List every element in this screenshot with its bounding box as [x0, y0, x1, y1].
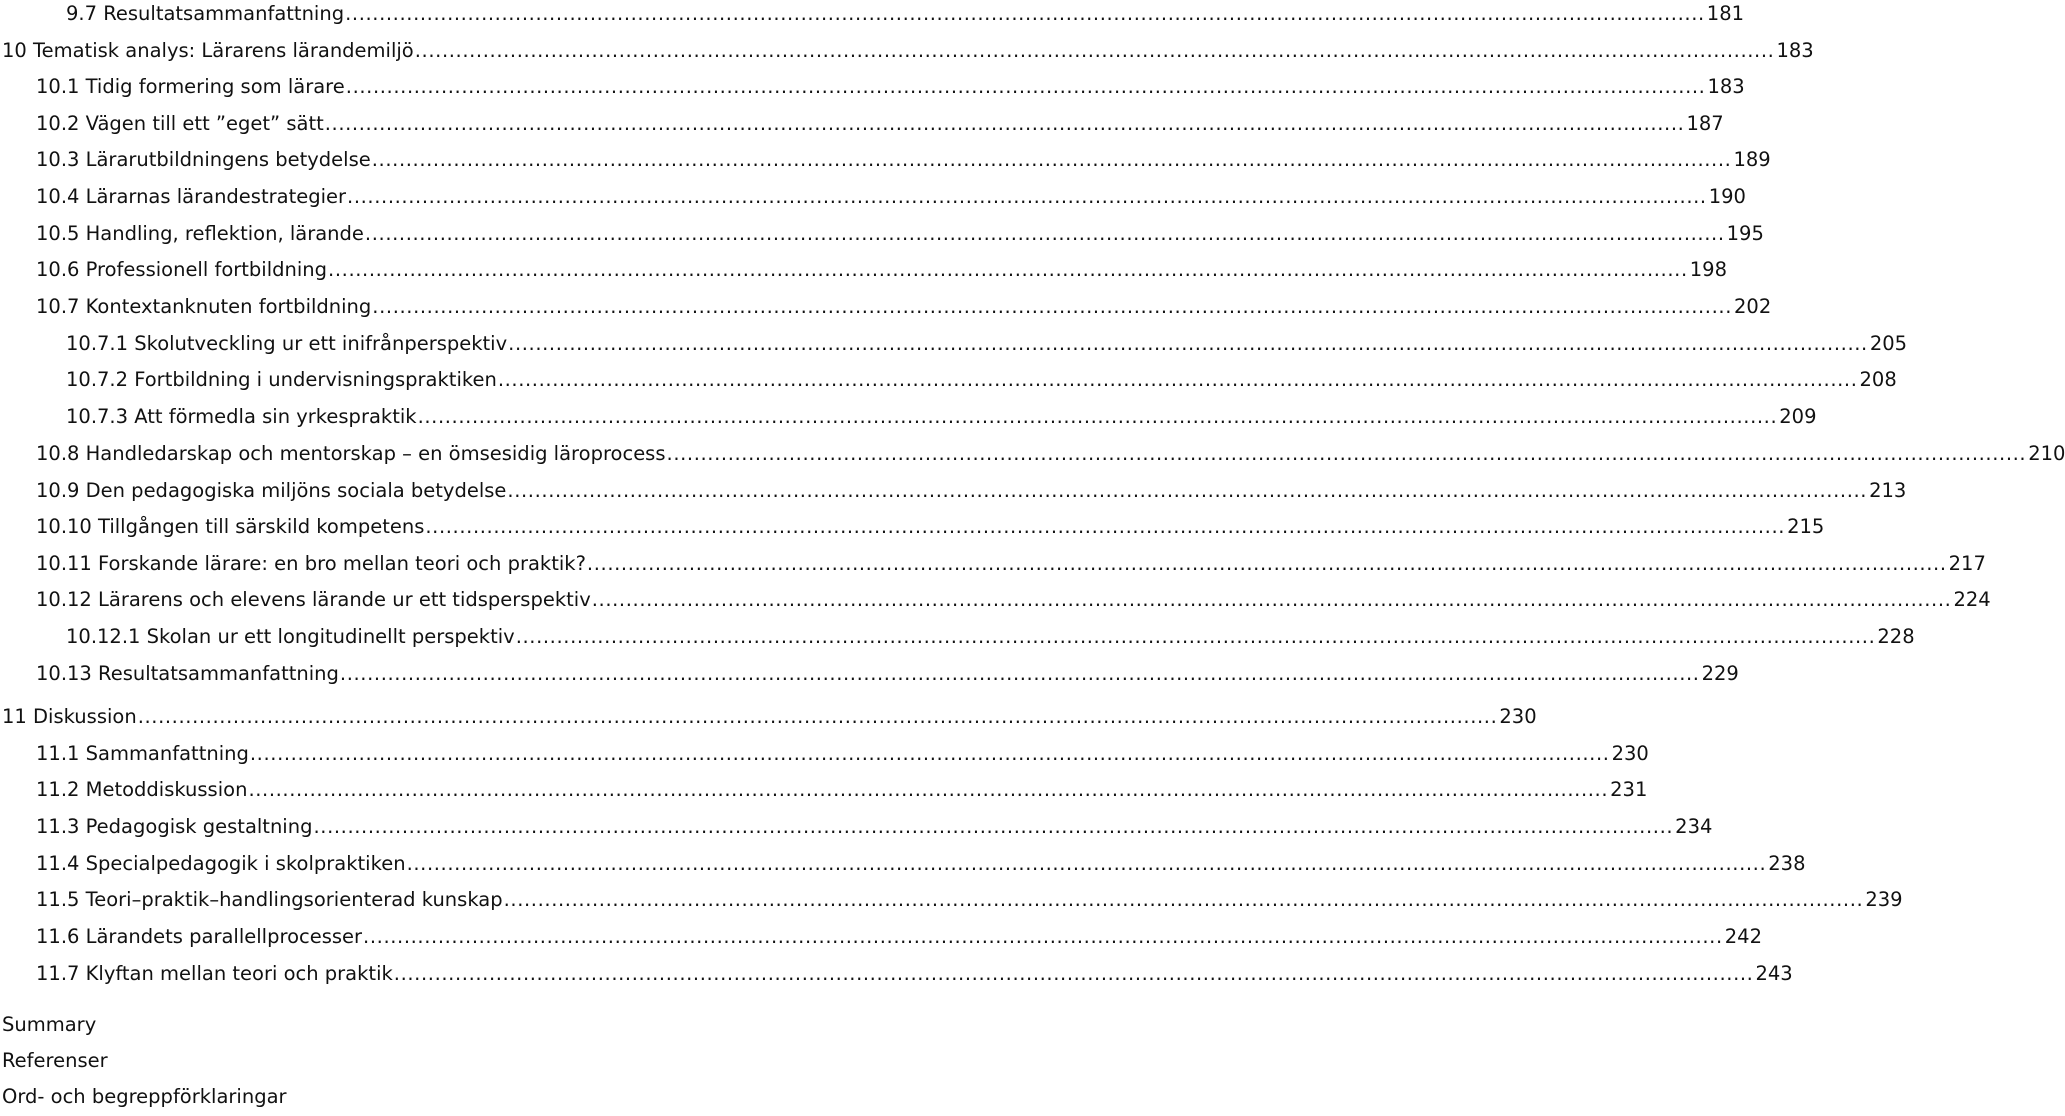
dot-leader: ........................................................................................................................................................................................................ [406, 852, 1767, 875]
toc-entry-page-number: 238 [1768, 852, 1806, 875]
toc-entry-title: 10.11 Forskande lärare: en bro mellan teori och praktik? [36, 552, 586, 575]
toc-entry-page-number: 209 [1779, 405, 1817, 428]
toc-entry-page-number: 217 [1948, 552, 1986, 575]
dot-leader: ........................................................................................................................................................................................................ [515, 625, 1876, 648]
toc-entry-page-number: 234 [1675, 815, 1713, 838]
toc-entry-title: 10.5 Handling, reflektion, lärande [36, 222, 364, 245]
toc-entry[interactable] [36, 661, 1739, 687]
dot-leader: ........................................................................................................................................................................................................ [137, 705, 1498, 728]
toc-entry[interactable] [36, 924, 1762, 950]
toc-entry-page-number: 181 [1706, 2, 1745, 25]
toc-entry-title: 10.4 Lärarnas lärandestrategier [36, 185, 347, 208]
toc-entry[interactable] [2, 704, 1537, 730]
toc-entry-page-number: 229 [1701, 662, 1739, 685]
toc-entry-title: 10.1 Tidig formering som lärare [36, 75, 345, 98]
toc-entry-title: 11.4 Specialpedagogik i skolpraktiken [36, 852, 406, 875]
toc-entry-title: 11.1 Sammanfattning [36, 742, 249, 765]
back-matter-item[interactable]: Summary [2, 1013, 97, 1036]
toc-entry[interactable] [36, 74, 1745, 100]
toc-entry-page-number: 198 [1689, 258, 1727, 281]
toc-entry[interactable] [66, 1, 1745, 27]
toc-entry-title: 10.3 Lärarutbildningens betydelse [36, 148, 371, 171]
dot-leader: ........................................................................................................................................................................................................ [393, 962, 1754, 985]
dot-leader: ........................................................................................................................................................................................................ [417, 405, 1778, 428]
toc-entry-page-number: 215 [1787, 515, 1825, 538]
toc-entry[interactable] [36, 741, 1649, 767]
toc-entry[interactable] [36, 777, 1648, 803]
toc-entry-page-number: 213 [1869, 479, 1907, 502]
toc-entry-title: 10.6 Professionell fortbildning [36, 258, 328, 281]
dot-leader: ........................................................................................................................................................................................................ [425, 515, 1786, 538]
toc-entry-title: 10.8 Handledarskap och mentorskap – en ömsesidig läroprocess [36, 442, 666, 465]
toc-entry-title: 10.12 Lärarens och elevens lärande ur ett tidsperspektiv [36, 588, 591, 611]
back-matter-item[interactable]: Ord- och begreppförklaringar [2, 1085, 287, 1108]
toc-entry[interactable] [36, 551, 1986, 577]
toc-entry-title: 11.2 Metoddiskussion [36, 778, 248, 801]
dot-leader: ........................................................................................................................................................................................................ [591, 588, 1952, 611]
toc-entry[interactable] [2, 38, 1814, 64]
dot-leader: ........................................................................................................................................................................................................ [345, 75, 1706, 98]
toc-entry-page-number: 183 [1776, 39, 1814, 62]
toc-entry-page-number: 242 [1724, 925, 1762, 948]
toc-entry[interactable] [66, 331, 1908, 357]
toc-entry-page-number: 189 [1733, 148, 1771, 171]
toc-entry-title: 10.13 Resultatsammanfattning [36, 662, 339, 685]
toc-entry-page-number: 195 [1726, 222, 1764, 245]
dot-leader: ........................................................................................................................................................................................................ [586, 552, 1947, 575]
toc-entry[interactable] [36, 257, 1727, 283]
dot-leader: ........................................................................................................................................................................................................ [508, 332, 1868, 355]
dot-leader: ........................................................................................................................................................................................................ [364, 222, 1725, 245]
toc-entry[interactable] [66, 367, 1897, 393]
toc-entry[interactable] [36, 478, 1907, 504]
toc-entry[interactable] [36, 514, 1825, 540]
dot-leader: ........................................................................................................................................................................................................ [666, 442, 2027, 465]
toc-entry-page-number: 231 [1610, 778, 1648, 801]
dot-leader: ........................................................................................................................................................................................................ [497, 368, 1858, 391]
toc-entry-page-number: 205 [1869, 332, 1908, 355]
dot-leader: ........................................................................................................................................................................................................ [249, 742, 1610, 765]
dot-leader: ........................................................................................................................................................................................................ [339, 662, 1700, 685]
dot-leader: ........................................................................................................................................................................................................ [363, 925, 1723, 948]
dot-leader: ........................................................................................................................................................................................................ [324, 112, 1685, 135]
toc-entry-title: 10.7.3 Att förmedla sin yrkespraktik [66, 405, 417, 428]
toc-entry-page-number: 202 [1734, 295, 1772, 318]
toc-entry[interactable] [36, 221, 1764, 247]
dot-leader: ........................................................................................................................................................................................................ [371, 148, 1732, 171]
dot-leader: ........................................................................................................................................................................................................ [248, 778, 1609, 801]
toc-entry-title: 11.6 Lärandets parallellprocesser [36, 925, 363, 948]
toc-entry[interactable] [36, 184, 1746, 210]
toc-entry-title: 10.9 Den pedagogiska miljöns sociala betydelse [36, 479, 507, 502]
back-matter-item[interactable]: Referenser [2, 1049, 108, 1072]
toc-entry-title: 10.7.1 Skolutveckling ur ett inifrånperspektiv [66, 332, 508, 355]
toc-entry-page-number: 190 [1708, 185, 1746, 208]
toc-entry[interactable] [66, 624, 1915, 650]
toc-entry-title: 10.10 Tillgången till särskild kompetens [36, 515, 425, 538]
toc-entry-page-number: 243 [1755, 962, 1793, 985]
toc-entry[interactable] [36, 441, 2065, 467]
toc-entry-page-number: 224 [1953, 588, 1991, 611]
toc-entry-page-number: 228 [1877, 625, 1915, 648]
toc-entry-title: 11 Diskussion [2, 705, 137, 728]
toc-entry-page-number: 210 [2028, 442, 2065, 465]
toc-entry[interactable] [36, 887, 1903, 913]
toc-entry-page-number: 208 [1859, 368, 1897, 391]
dot-leader: ........................................................................................................................................................................................................ [328, 258, 1688, 281]
toc-entry-page-number: 187 [1686, 112, 1724, 135]
toc-entry-title: 10.12.1 Skolan ur ett longitudinellt perspektiv [66, 625, 515, 648]
toc-entry-title: 11.7 Klyftan mellan teori och praktik [36, 962, 393, 985]
toc-entry[interactable] [36, 814, 1713, 840]
dot-leader: ........................................................................................................................................................................................................ [503, 888, 1864, 911]
toc-entry[interactable] [36, 851, 1806, 877]
toc-entry-title: 11.3 Pedagogisk gestaltning [36, 815, 313, 838]
toc-entry-page-number: 230 [1611, 742, 1649, 765]
toc-entry-title: 10.7.2 Fortbildning i undervisningspraktiken [66, 368, 497, 391]
toc-entry[interactable] [36, 294, 1772, 320]
toc-entry-title: 10.7 Kontextanknuten fortbildning [36, 295, 372, 318]
toc-entry[interactable] [36, 147, 1771, 173]
toc-entry-page-number: 183 [1707, 75, 1745, 98]
toc-entry[interactable] [36, 111, 1724, 137]
toc-entry-title: 10 Tematisk analys: Lärarens lärandemiljö [2, 39, 414, 62]
toc-entry[interactable] [36, 587, 1991, 613]
dot-leader: ........................................................................................................................................................................................................ [345, 2, 1705, 25]
toc-entry-page-number: 239 [1865, 888, 1903, 911]
toc-entry[interactable] [36, 961, 1793, 987]
dot-leader: ........................................................................................................................................................................................................ [507, 479, 1868, 502]
toc-entry[interactable] [66, 404, 1817, 430]
toc-entry-page-number: 230 [1499, 705, 1537, 728]
dot-leader: ........................................................................................................................................................................................................ [414, 39, 1775, 62]
toc-entry-title: 11.5 Teori–praktik–handlingsorienterad kunskap [36, 888, 503, 911]
dot-leader: ........................................................................................................................................................................................................ [347, 185, 1707, 208]
dot-leader: ........................................................................................................................................................................................................ [313, 815, 1674, 838]
toc-entry-title: 9.7 Resultatsammanfattning [66, 2, 345, 25]
toc-entry-title: 10.2 Vägen till ett ”eget” sätt [36, 112, 324, 135]
dot-leader: ........................................................................................................................................................................................................ [372, 295, 1732, 318]
